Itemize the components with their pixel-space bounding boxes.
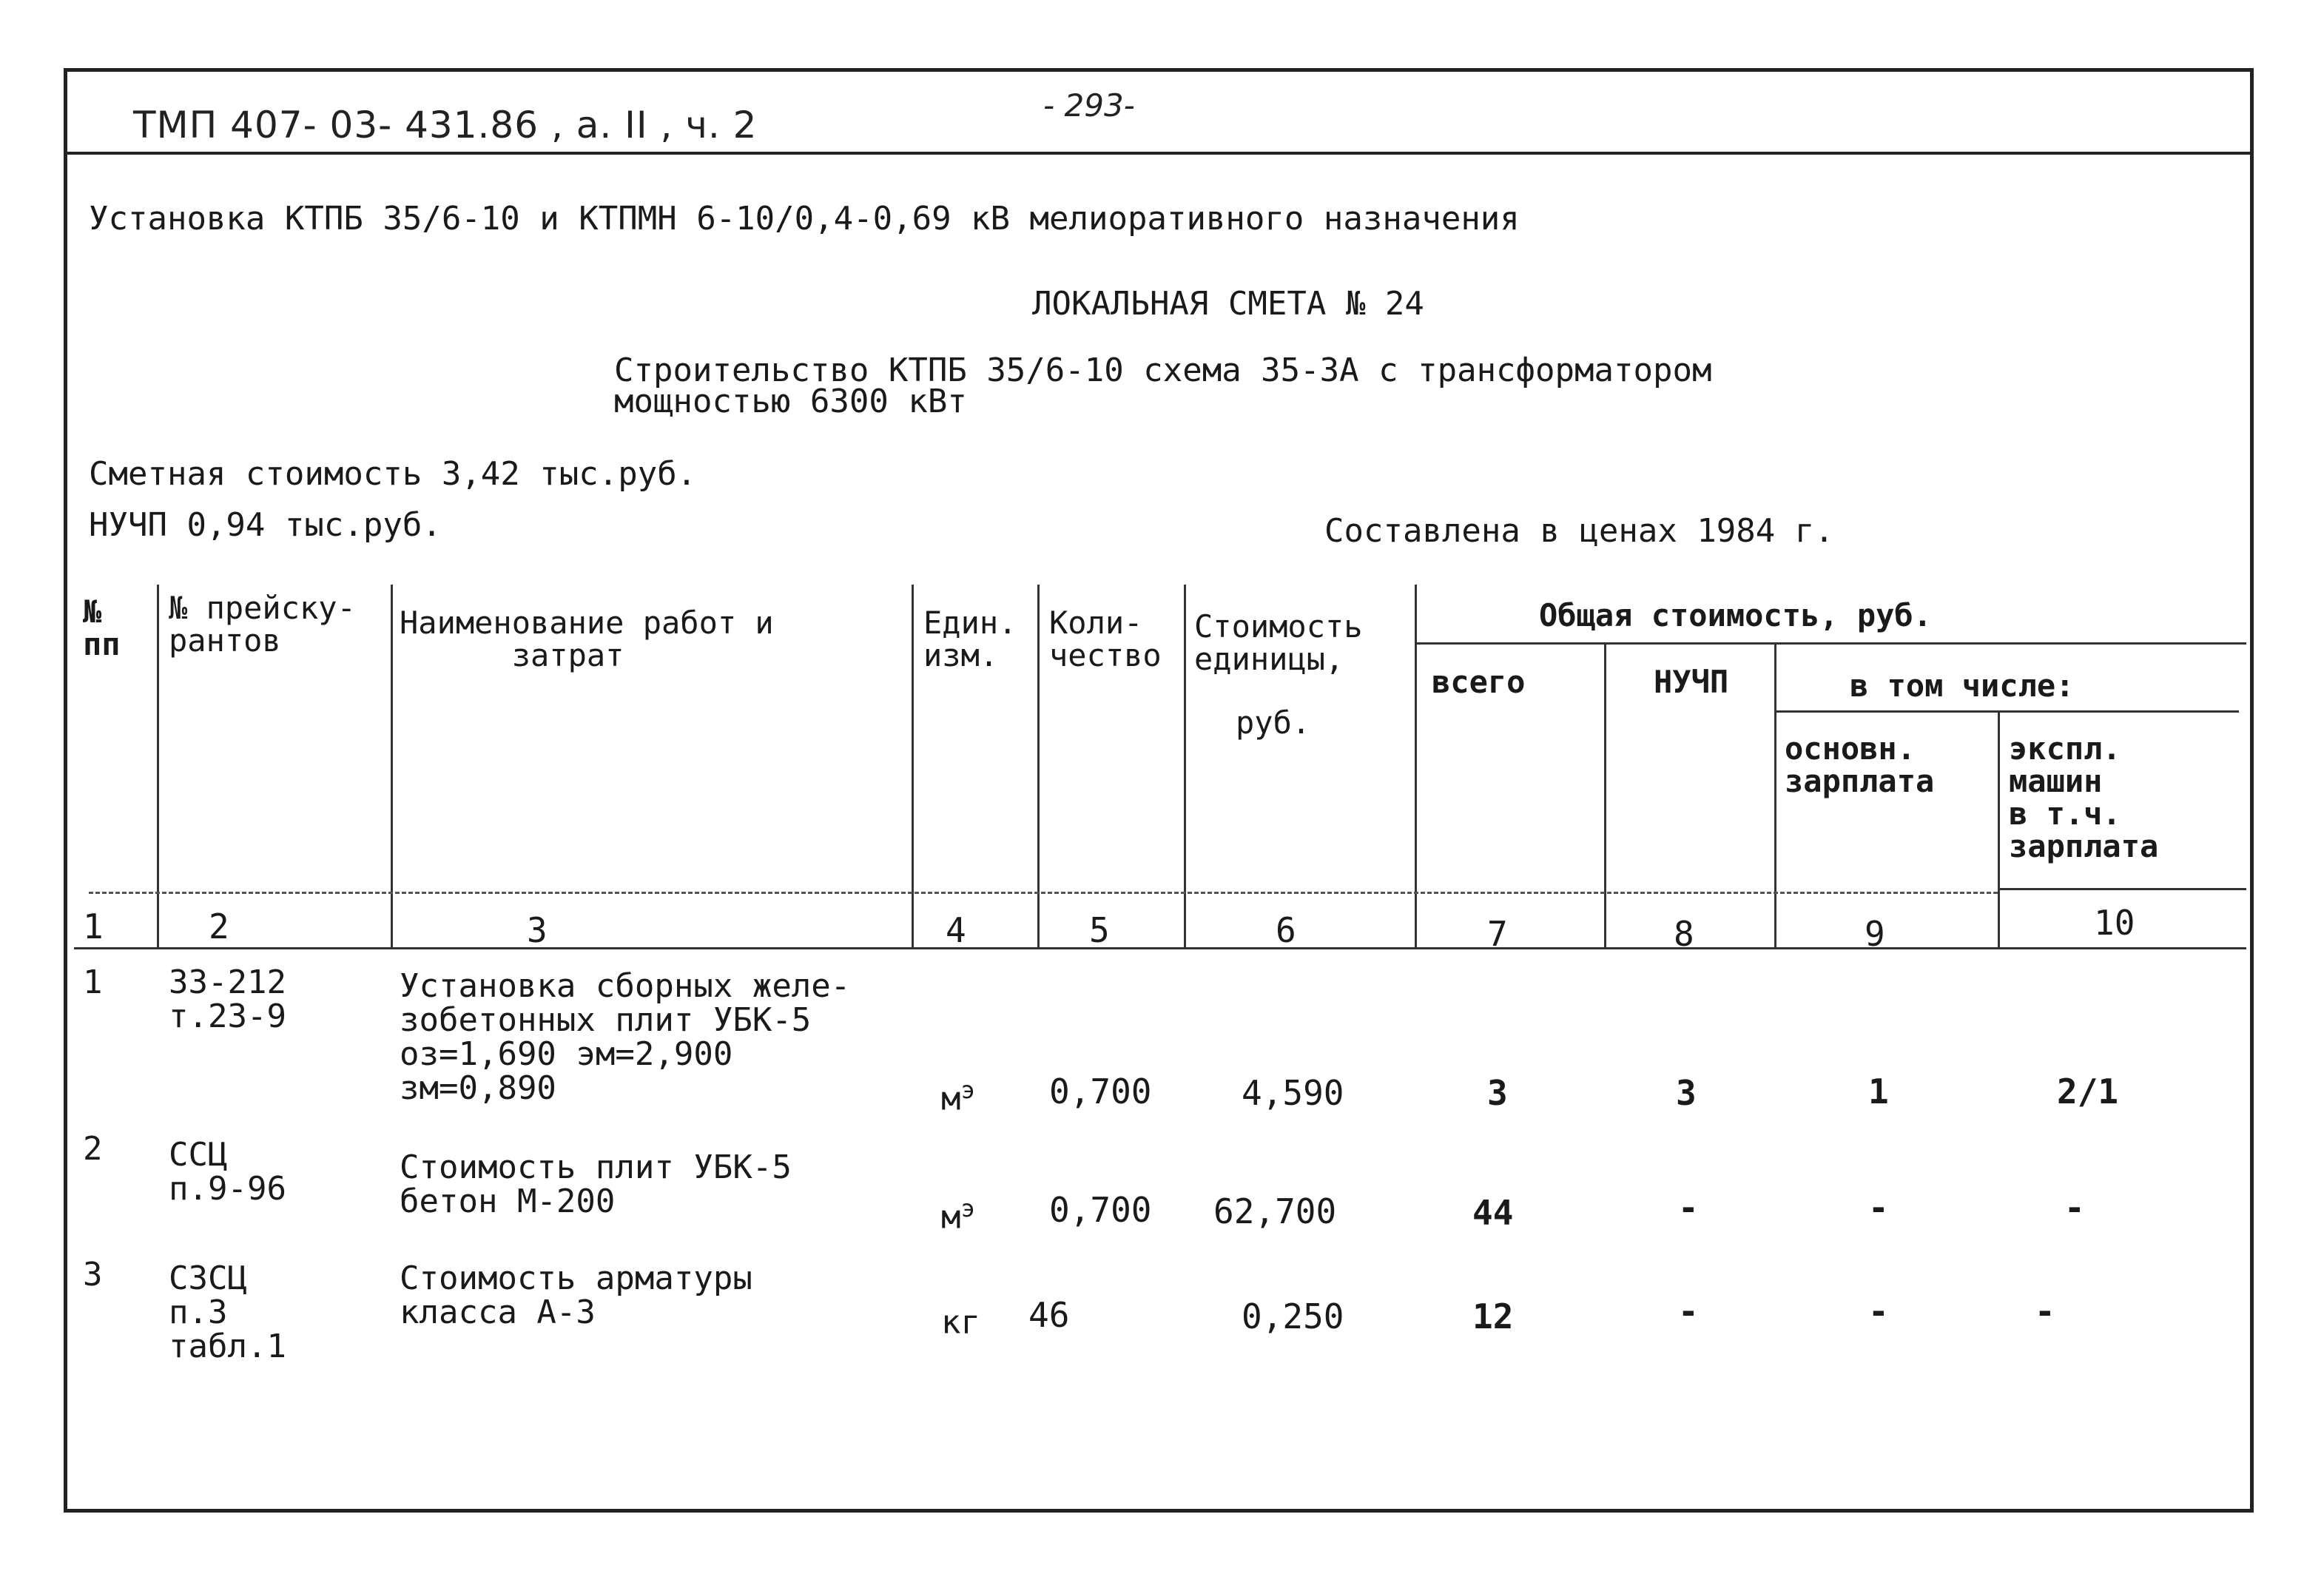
row-2-machines: - (2064, 1188, 2085, 1228)
row-1-nuchp: 3 (1676, 1073, 1697, 1113)
page-number: - 293- (1043, 87, 1135, 124)
header-work-name: Наименование работ и затрат (400, 605, 774, 673)
row-2-price-ref: ССЦ п.9-96 (169, 1136, 286, 1208)
header-including: в том числе: (1850, 667, 2075, 704)
project-title: Установка КТПБ 35/6-10 и КТПМН 6-10/0,4-0,69 кВ мелиоративного назначения (89, 200, 1520, 238)
header-row-number: № пп (83, 593, 121, 662)
column-number-9: 9 (1865, 914, 1885, 954)
row-1-unit-sup: э (960, 1076, 975, 1104)
header-bottom-dashed-line (89, 892, 1998, 894)
row-2-base-wage: - (1868, 1188, 1889, 1228)
column-number-1: 1 (83, 906, 104, 946)
stamp-divider (64, 152, 2254, 155)
row-2-work-name: Стоимость плит УБК-5 бетон М-200 (400, 1148, 792, 1220)
sub-col-line (1998, 888, 2246, 890)
header-total: всего (1432, 664, 1526, 700)
header-total-cost-group: Общая стоимость, руб. (1539, 597, 1933, 633)
row-1-price-ref: 33-212 т.23-9 (169, 963, 286, 1035)
estimate-subtitle-line2: мощностью 6300 кВт (614, 383, 967, 420)
estimate-subtitle-line1: Строительство КТПБ 35/6-10 схема 35-3А с трансформатором (614, 352, 1712, 389)
row-3-work-name: Стоимость арматуры класса А-3 (400, 1259, 752, 1331)
nuchp-cost: НУЧП 0,94 тыс.руб. (89, 506, 442, 544)
row-2-number: 2 (83, 1130, 103, 1168)
group-header-line (1415, 642, 2246, 645)
estimate-title: ЛОКАЛЬНАЯ СМЕТА № 24 (1032, 285, 1424, 323)
row-3-price-ref: СЗСЦ п.3 табл.1 (169, 1259, 286, 1365)
row-3-total: 12 (1472, 1296, 1514, 1336)
row-1-unit-cost: 4,590 (1242, 1073, 1344, 1113)
row-3-unit-cost: 0,250 (1242, 1296, 1344, 1336)
col-divider-9 (1998, 710, 2000, 947)
row-2-unit-sup: э (960, 1194, 975, 1222)
header-unit: Един. изм. (923, 605, 1017, 673)
document-code: ТМП 407- 03- 431.86 , а. II , ч. 2 (133, 104, 758, 147)
row-3-number: 3 (83, 1256, 103, 1294)
row-3-unit (941, 1296, 980, 1340)
row-2-total: 44 (1472, 1193, 1514, 1233)
estimated-cost: Сметная стоимость 3,42 тыс.руб. (89, 455, 697, 493)
row-2-unit (941, 1191, 975, 1235)
prices-year: Составлена в ценах 1984 г. (1324, 512, 1834, 550)
column-numbers-bottom-line (74, 947, 2246, 949)
row-3-unit-base: кг (941, 1303, 980, 1342)
header-base-wage: основн. зарплата (1785, 730, 1935, 799)
row-1-base-wage: 1 (1868, 1072, 1889, 1111)
row-1-quantity: 0,700 (1049, 1072, 1152, 1111)
header-price-list: № прейску- рантов (169, 590, 356, 659)
row-2-nuchp: - (1678, 1188, 1699, 1228)
row-1-number: 1 (83, 963, 103, 1001)
column-number-5: 5 (1089, 910, 1110, 950)
column-number-6: 6 (1276, 910, 1296, 950)
header-nuchp: НУЧП (1654, 664, 1729, 700)
col-divider-7 (1604, 644, 1606, 947)
column-number-7: 7 (1487, 914, 1508, 954)
row-1-work-name: Установка сборных желе- зобетонных плит УБК-5 оз=1,690 эм=2,900 зм=0,890 (400, 967, 851, 1107)
header-machines: экспл. машин в т.ч. зарплата (2009, 730, 2159, 864)
row-2-unit-cost: 62,700 (1213, 1191, 1337, 1231)
col-divider-8 (1774, 644, 1776, 947)
column-number-3: 3 (527, 910, 548, 950)
row-3-machines: - (2035, 1291, 2055, 1331)
row-3-nuchp: - (1678, 1291, 1699, 1331)
header-unit-cost: Стоимость единицы, (1194, 608, 1363, 677)
header-quantity: Коли- чество (1049, 605, 1162, 673)
column-number-2: 2 (209, 906, 229, 946)
row-3-base-wage: - (1868, 1291, 1889, 1331)
column-number-4: 4 (946, 910, 966, 950)
row-2-unit-base: м (941, 1198, 961, 1237)
row-1-unit-base: м (941, 1080, 961, 1118)
row-1-machines: 2/1 (2057, 1072, 2119, 1111)
header-unit-cost-rub: руб. (1236, 704, 1311, 741)
row-3-quantity: 46 (1028, 1295, 1070, 1335)
row-2-quantity: 0,700 (1049, 1190, 1152, 1230)
row-1-total: 3 (1487, 1073, 1508, 1113)
column-number-8: 8 (1674, 914, 1694, 954)
row-1-unit (941, 1073, 975, 1117)
column-number-10: 10 (2094, 903, 2135, 943)
subgroup-header-line (1774, 710, 2239, 713)
